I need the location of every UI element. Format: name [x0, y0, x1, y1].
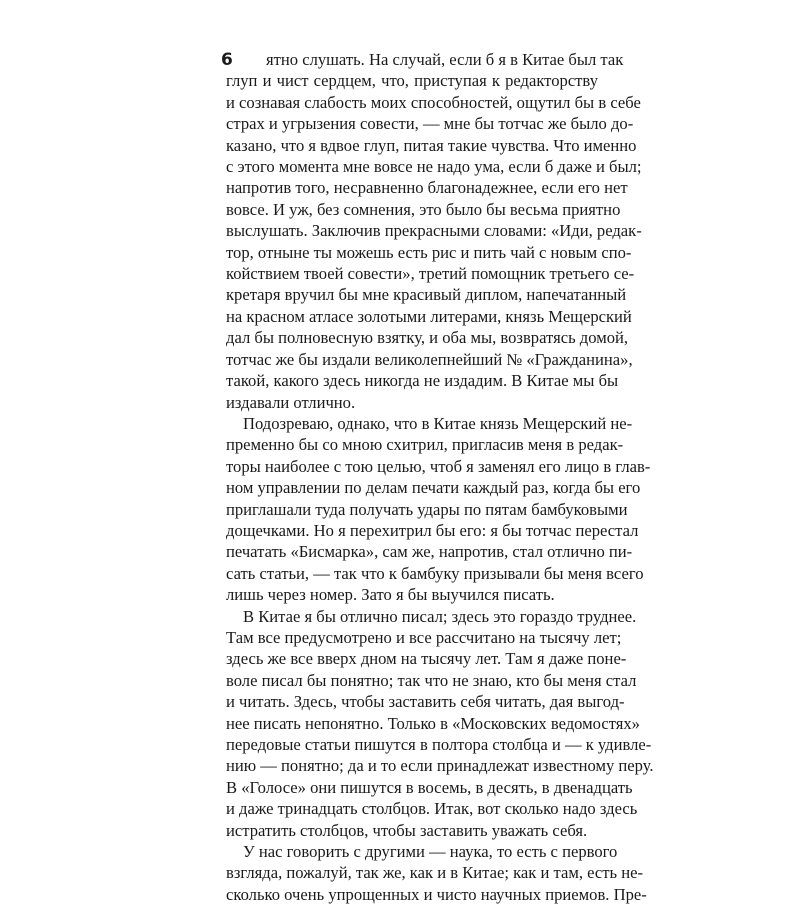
text-line: и даже тринадцать столбцов. Итак, вот сколько надо здесь [226, 799, 638, 819]
text-line: В «Голосе» они пишутся в восемь, в десять, в двенадцать [226, 777, 633, 797]
text-line: нию — понятно; да и то если принадлежат известному перу. [226, 756, 654, 776]
page-number: 6 [221, 50, 233, 70]
text-line: и читать. Здесь, чтобы заставить себя читать, дая выгод- [226, 692, 625, 712]
text-line: казано, что я вдвое глуп, питая такие чувства. Что именно [226, 135, 637, 155]
text-line: торы наиболее с тою целью, чтоб я заменял его лицо в глав- [226, 456, 651, 476]
text-line: с этого момента мне вовсе не надо ума, если б даже и был; [226, 157, 642, 177]
text-line: койствием твоей совести», третий помощник третьего се- [226, 264, 635, 284]
text-line: и сознавая слабость моих способностей, ощутил бы в себе [226, 92, 641, 112]
text-line: страх и угрызения совести, — мне бы тотчас же было до- [226, 114, 634, 134]
text-line: ном управлении по делам печати каждый раз, когда бы его [226, 478, 641, 498]
text-line: взгляда, пожалуй, так же, как и в Китае; как и там, есть не- [226, 863, 644, 883]
text-line: выслушать. Заключив прекрасными словами: «Иди, редак- [226, 221, 642, 241]
text-line: на красном атласе золотыми литерами, князь Мещерский [226, 306, 632, 326]
paragraph-2 [226, 413, 651, 606]
text-line: кретаря вручил бы мне красивый диплом, напечатанный [226, 285, 627, 305]
text-line: печатать «Бисмарка», сам же, напротив, стал отлично пи- [226, 542, 633, 562]
body-text [226, 49, 654, 905]
text-line: такой, какого здесь никогда не издадим. В Китае мы бы [226, 371, 619, 391]
paragraph-3 [226, 606, 654, 841]
text-line: напротив того, несравненно благонадежнее, если его нет [226, 178, 628, 198]
text-line: глуп и чист сердцем, что, приступая к редакторству [226, 71, 598, 91]
text-line: дал бы полновесную взятку, и оба мы, возвратясь домой, [226, 328, 629, 348]
text-line: передовые статьи пишутся в полтора столбца и — к удивле- [226, 735, 652, 754]
text-line: Там все предусмотрено и все рассчитано на тысячу лет; [226, 627, 622, 647]
text-line: В Китае я бы отлично писал; здесь это гораздо труднее. [243, 606, 637, 626]
paragraph-4 [226, 841, 647, 905]
text-line: вовсе. И уж, без сомнения, это было бы весьма приятно [226, 199, 621, 219]
text-line: воле писал бы понятно; так что не знаю, кто бы меня стал [226, 670, 637, 690]
text-line: издавали отлично. [226, 392, 356, 412]
text-line: тотчас же бы издали великолепнейший № «Гражданина», [226, 349, 633, 369]
text-line: сколько очень упрощенных и чисто научных приемов. Пре- [226, 884, 647, 904]
paragraph-1 [226, 49, 642, 413]
text-line: пременно бы со мною схитрил, пригласив меня в редак- [226, 435, 624, 455]
text-line: Подозреваю, однако, что в Китае князь Мещерский не- [243, 413, 633, 433]
text-line: У нас говорить с другими — наука, то есть с первого [243, 842, 618, 862]
text-line: истратить столбцов, чтобы заставить уважать себя. [226, 820, 588, 840]
text-line: сать статьи, — так что к бамбуку призывали бы меня всего [226, 563, 644, 583]
text-line: нее писать непонятно. Только в «Московских ведомостях» [226, 713, 640, 733]
text-line: тор, отныне ты можешь есть рис и пить чай с новым спо- [226, 242, 632, 262]
text-line: дощечками. Но я перехитрил бы его: я бы тотчас перестал [226, 520, 639, 540]
text-line: приглашали туда получать удары по пятам бамбуковыми [226, 499, 628, 519]
text-line: ятно слушать. На случай, если б я в Китае был так [266, 50, 624, 69]
text-line: лишь через номер. Зато я бы выучился писать. [226, 585, 555, 605]
text-line: здесь же все вверх дном на тысячу лет. Там я даже поне- [226, 649, 627, 669]
